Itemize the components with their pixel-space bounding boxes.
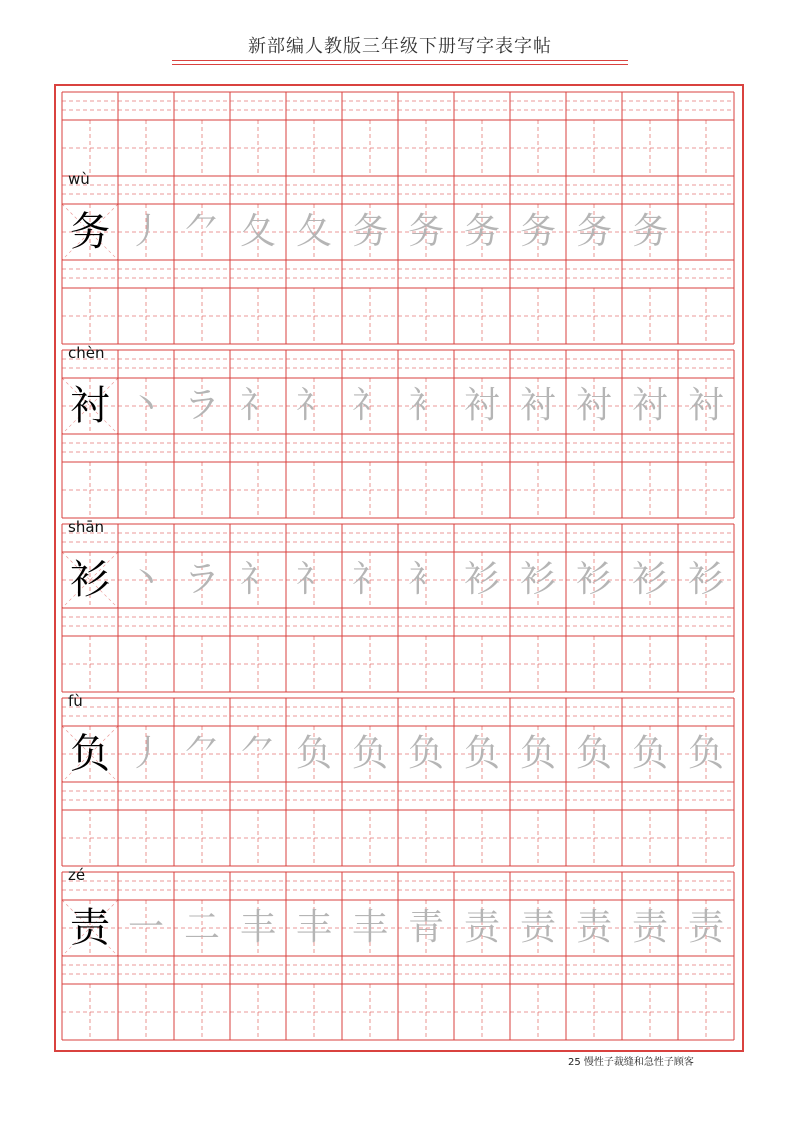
stroke-order-trace: 衬 xyxy=(519,385,556,426)
stroke-order-trace: 务 xyxy=(575,211,612,252)
stroke-order-trace: 衫 xyxy=(687,559,724,600)
stroke-order-trace: 礻 xyxy=(239,559,276,600)
stroke-order-trace: 务 xyxy=(463,211,500,252)
stroke-order-trace: 衫 xyxy=(631,559,668,600)
stroke-order-trace: 负 xyxy=(519,733,556,774)
stroke-order-trace: 衫 xyxy=(519,559,556,600)
stroke-order-trace: 礻 xyxy=(295,385,332,426)
stroke-order-trace: ラ xyxy=(183,385,220,426)
stroke-order-trace: 礻 xyxy=(351,385,388,426)
stroke-order-trace: 夂 xyxy=(239,211,276,252)
stroke-order-trace: 务 xyxy=(407,211,444,252)
model-character: 责 xyxy=(70,905,110,951)
stroke-order-trace: 责 xyxy=(687,907,724,948)
model-character: 负 xyxy=(70,731,110,777)
page-footer: 25 慢性子裁缝和急性子顾客 xyxy=(568,1057,694,1068)
stroke-order-trace: 衬 xyxy=(463,385,500,426)
stroke-order-trace: 负 xyxy=(631,733,668,774)
stroke-order-trace: 务 xyxy=(351,211,388,252)
stroke-order-trace: 青 xyxy=(407,907,444,948)
pinyin-label: wù xyxy=(68,170,90,188)
stroke-order-trace: 衬 xyxy=(631,385,668,426)
stroke-order-trace: 丿 xyxy=(127,733,164,774)
stroke-order-trace: ラ xyxy=(183,559,220,600)
model-character: 务 xyxy=(70,209,110,255)
stroke-order-trace: 衤 xyxy=(407,559,444,600)
pinyin-label: fù xyxy=(68,692,83,710)
stroke-order-trace: 负 xyxy=(687,733,724,774)
stroke-order-trace: 丶 xyxy=(127,385,164,426)
page-title: 新部编人教版三年级下册写字表字帖 xyxy=(248,36,552,57)
pinyin-label: chèn xyxy=(68,344,105,362)
stroke-order-trace: 负 xyxy=(575,733,612,774)
stroke-order-trace: 衤 xyxy=(407,385,444,426)
stroke-order-trace: 礻 xyxy=(295,559,332,600)
stroke-order-trace: 夂 xyxy=(295,211,332,252)
stroke-order-trace: 责 xyxy=(575,907,612,948)
stroke-order-trace: 衬 xyxy=(687,385,724,426)
stroke-order-trace: 负 xyxy=(351,733,388,774)
model-character: 衬 xyxy=(70,383,110,429)
stroke-order-trace: ⺈ xyxy=(239,733,276,774)
stroke-order-trace: 礻 xyxy=(351,559,388,600)
stroke-order-trace: 一 xyxy=(127,907,164,948)
stroke-order-trace: 责 xyxy=(519,907,556,948)
stroke-order-trace: 负 xyxy=(463,733,500,774)
stroke-order-trace: 衫 xyxy=(463,559,500,600)
stroke-order-trace: 二 xyxy=(183,907,220,948)
stroke-order-trace: ⺈ xyxy=(183,733,220,774)
stroke-order-trace: 衫 xyxy=(575,559,612,600)
stroke-order-trace: 礻 xyxy=(239,385,276,426)
stroke-order-trace: 责 xyxy=(463,907,500,948)
pinyin-label: shān xyxy=(68,518,105,536)
stroke-order-trace: 负 xyxy=(295,733,332,774)
stroke-order-trace: ⺈ xyxy=(183,211,220,252)
pinyin-label: zé xyxy=(68,866,86,884)
stroke-order-trace: 丶 xyxy=(127,559,164,600)
stroke-order-trace: 负 xyxy=(407,733,444,774)
stroke-order-trace: 务 xyxy=(631,211,668,252)
stroke-order-trace: 丰 xyxy=(351,907,388,948)
model-character: 衫 xyxy=(70,557,110,603)
stroke-order-trace: 责 xyxy=(631,907,668,948)
stroke-order-trace: 衬 xyxy=(575,385,612,426)
stroke-order-trace: 务 xyxy=(519,211,556,252)
stroke-order-trace: 丰 xyxy=(295,907,332,948)
stroke-order-trace: 丰 xyxy=(239,907,276,948)
stroke-order-trace: 丿 xyxy=(127,211,164,252)
